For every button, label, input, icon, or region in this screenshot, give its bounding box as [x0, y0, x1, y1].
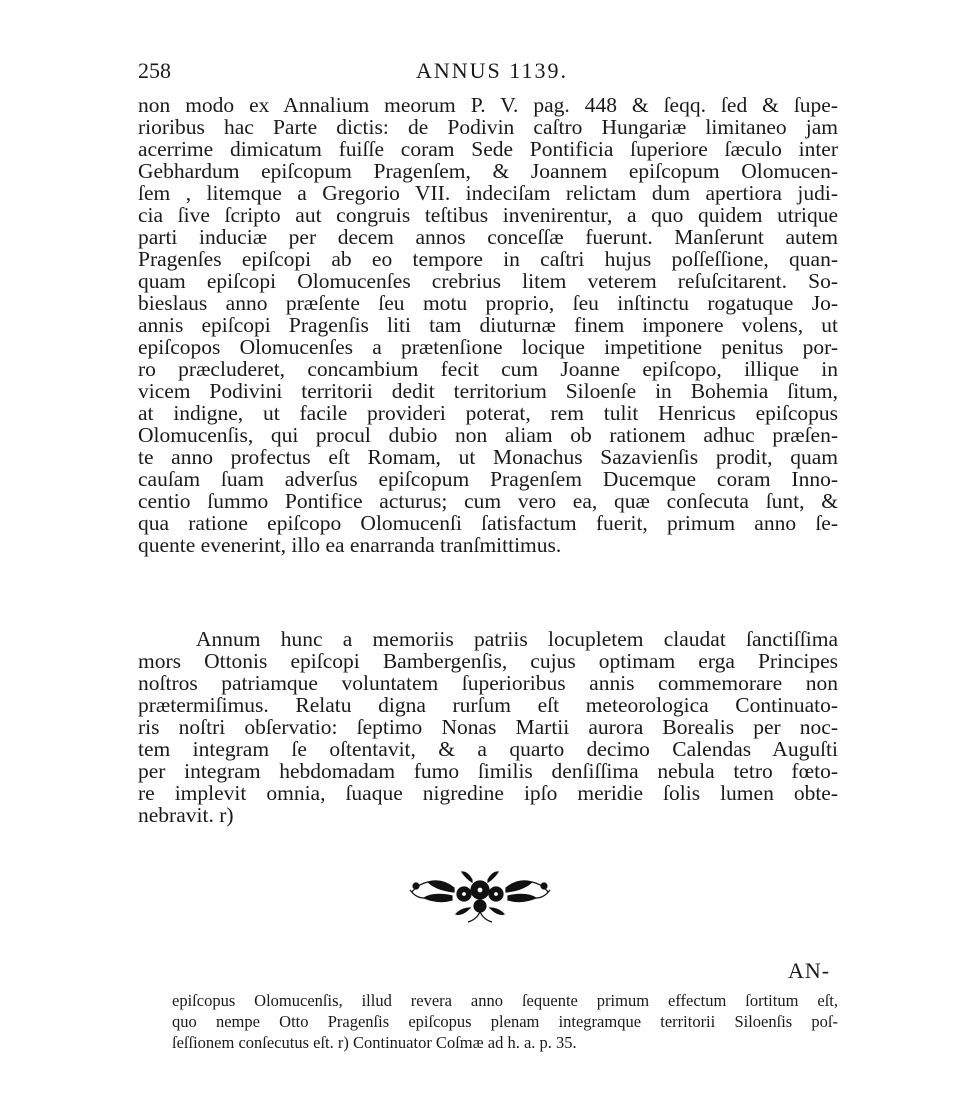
text-line: bieslaus anno præſente ſeu motu proprio, ſeu inſtinctu rogatuque Jo- — [138, 291, 838, 315]
text-line: annis epiſcopi Pragenſis liti tam diuturnæ finem imponere volens, ut — [138, 313, 838, 337]
text-line: quam epiſcopi Olomucenſes crebrius litem veterem reſuſcitarent. So- — [138, 269, 838, 293]
text-line: centio ſummo Pontifice acturus; cum vero ea, quæ conſecuta ſunt, & — [138, 489, 838, 513]
paragraph-main — [138, 94, 838, 556]
text-line: prætermiſimus. Relatu digna rurſum eſt meteorologica Continuato- — [138, 693, 838, 717]
running-head: ANNUS 1139. — [416, 58, 568, 83]
text-line: mors Ottonis epiſcopi Bambergenſis, cujus optimam erga Principes — [138, 649, 838, 673]
text-line: ro præcluderet, concambium fecit cum Joanne epiſcopo, illique in — [138, 357, 838, 381]
text-line: tem integram ſe oſtentavit, & a quarto decimo Calendas Auguſti — [138, 737, 838, 761]
text-line: acerrime dimicatum fuiſſe coram Sede Pontificia ſuperiore ſæculo inter — [138, 137, 838, 161]
text-line: ſem , litemque a Gregorio VII. indeciſam relictam dum apertiora judi- — [138, 181, 838, 205]
text-line: qua ratione epiſcopo Olomucenſi ſatisfactum fuerit, primum anno ſe- — [138, 511, 838, 535]
text-line: te anno profectus eſt Romam, ut Monachus Sazavienſis prodit, quam — [138, 445, 838, 469]
text-line: per integram hebdomadam fumo ſimilis denſiſſima nebula tetro fœto- — [138, 759, 838, 783]
page-header — [138, 58, 832, 92]
text-line: non modo ex Annalium meorum P. V. pag. 448 & ſeqq. ſed & ſupe- — [138, 93, 838, 117]
paragraph-closing — [138, 628, 838, 826]
text-line: Gebhardum epiſcopum Pragenſem, & Joannem epiſcopum Olomucen- — [138, 159, 838, 183]
text-line: rioribus hac Parte dictis: de Podivin caſtro Hungariæ limitaneo jam — [138, 115, 838, 139]
text-line: nebravit. r) — [138, 803, 234, 827]
text-line: vicem Podivini territorii dedit territorium Siloenſe in Bohemia ſitum, — [138, 379, 838, 403]
text-line: quente evenerint, illo ea enarranda tranſmittimus. — [138, 533, 562, 557]
page-number: 258 — [138, 58, 171, 83]
text-line: parti induciæ per decem annos conceſſæ fuerunt. Manſerunt autem — [138, 225, 838, 249]
footnote-line: epiſcopus Olomucenſis, illud revera anno ſequente primum effectum ſortitum eſt, — [172, 991, 838, 1010]
footnote-line: quo nempe Otto Pragenſis epiſcopus plenam integramque territorii Siloenſis poſ- — [172, 1012, 838, 1031]
footnotes — [172, 990, 838, 1053]
text-line: Pragenſes epiſcopi ab eo tempore in caſtri hujus poſſeſſione, quan- — [138, 247, 838, 271]
text-line: re implevit omnia, ſuaque nigredine ipſo meridie ſolis lumen obte- — [138, 781, 838, 805]
text-line: Olomucenſis, qui procul dubio non aliam ob rationem adhuc præſen- — [138, 423, 838, 447]
text-line: ris noſtri obſervatio: ſeptimo Nonas Martii aurora Borealis per noc- — [138, 715, 838, 739]
text-line: cia ſive ſcripto aut congruis teſtibus invenirentur, a quo quidem utrique — [138, 203, 838, 227]
text-line: cauſam ſuam adverſus epiſcopum Pragenſem Ducemque coram Inno- — [138, 467, 838, 491]
text-line: Annum hunc a memoriis patriis locupletem claudat ſanctiſſima — [196, 627, 838, 651]
catchword: AN- — [788, 958, 831, 983]
text-line: noſtros patriamque voluntatem ſuperioribus annis commemorare non — [138, 671, 838, 695]
text-line: epiſcopos Olomucenſes a prætenſione locique impetitione penitus por- — [138, 335, 838, 359]
text-line: at indigne, ut facile provideri poterat, rem tulit Henricus epiſcopus — [138, 401, 838, 425]
floral-ornament-icon — [406, 868, 554, 924]
footnote-line: ſeſſionem conſecutus eſt. r) Continuator Coſmæ ad h. a. p. 35. — [172, 1033, 577, 1052]
